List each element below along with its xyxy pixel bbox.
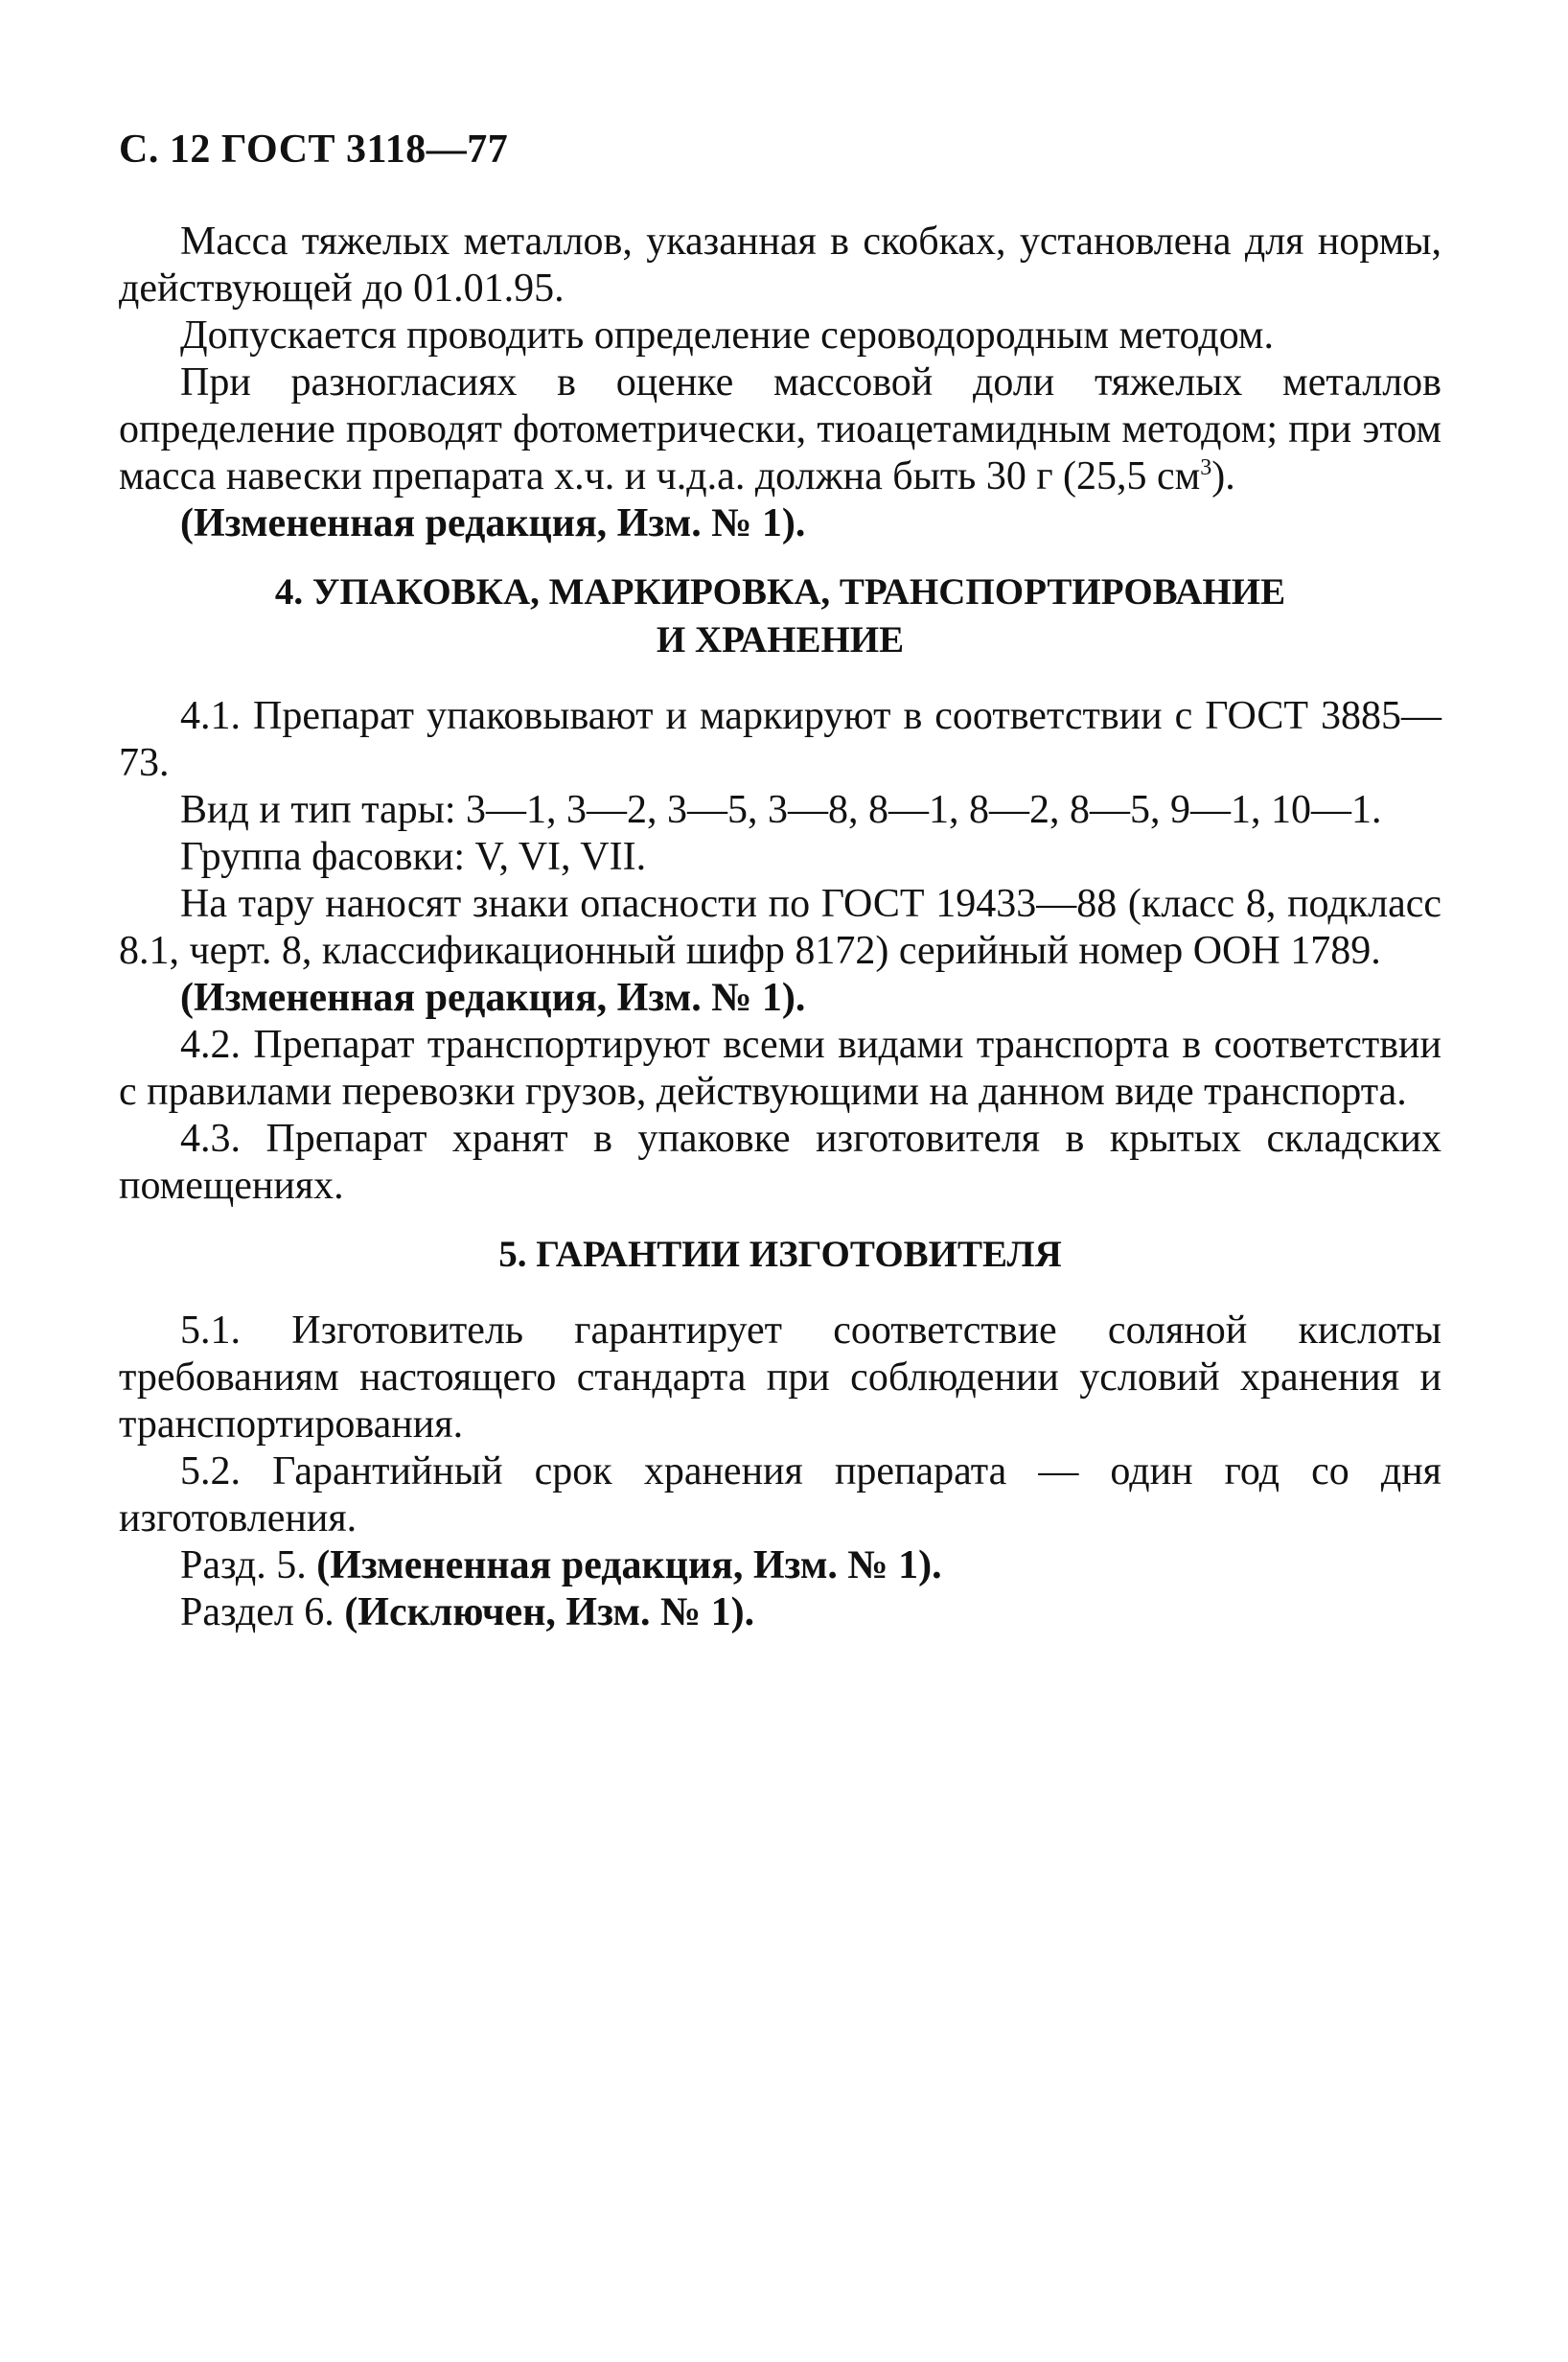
paragraph-5-2: 5.2. Гарантийный срок хранения препарата — один год со дня изготовления. — [119, 1449, 1441, 1540]
paragraph-disagreement-text: При разногласиях в оценке массовой доли тяжелых металлов определение проводят фотометрически, тиоацетамидным методом; при этом масса навески препарата х.ч. и ч.д.а. должна быть 30 г (25,5 см — [119, 360, 1441, 498]
paragraph-container-types: Вид и тип тары: 3—1, 3—2, 3—5, 3—8, 8—1, 8—2, 8—5, 9—1, 10—1. — [180, 788, 1382, 832]
page-header: С. 12 ГОСТ 3118—77 — [119, 127, 509, 172]
section-5-heading-title: 5. ГАРАНТИИ ИЗГОТОВИТЕЛЯ — [498, 1234, 1062, 1275]
paragraph-packing-group: Группа фасовки: V, VI, VII. — [180, 835, 647, 879]
amendment-note-1: (Измененная редакция, Изм. № 1). — [180, 501, 806, 545]
section-6-excluded-note — [119, 1589, 1441, 1636]
section-5-heading — [119, 1231, 1441, 1279]
section-4-heading-line-2: И ХРАНЕНИЕ — [656, 619, 905, 660]
amendment-note-2: (Измененная редакция, Изм. № 1). — [180, 976, 806, 1020]
paragraph-hydrogen-sulfide-method: Допускается проводить определение сероводородным методом. — [180, 313, 1274, 358]
paragraph-4-3: 4.3. Препарат хранят в упаковке изготовителя в крытых складских помещениях. — [119, 1117, 1441, 1208]
section-6-excluded-text: (Исключен, Изм. № 1). — [344, 1590, 755, 1634]
document-page — [119, 125, 1441, 1636]
section-6-excluded-prefix: Раздел 6. — [180, 1590, 334, 1634]
paragraph-4-1: 4.1. Препарат упаковывают и маркируют в соответствии с ГОСТ 3885—73. — [119, 694, 1441, 785]
paragraph-disagreement-tail: ). — [1211, 454, 1235, 498]
section-5-amendment-text: (Измененная редакция, Изм. № 1). — [316, 1543, 942, 1587]
paragraph-hazard-marks: На тару наносят знаки опасности по ГОСТ 19433—88 (класс 8, подкласс 8.1, черт. 8, классификационный шифр 8172) серийный номер ООН 1789. — [119, 882, 1441, 973]
paragraph-heavy-metals-note: Масса тяжелых металлов, указанная в скобках, установлена для нормы, действующей до 01.01.95. — [119, 220, 1441, 311]
superscript-3: 3 — [1200, 455, 1212, 480]
paragraph-4-2: 4.2. Препарат транспортируют всеми видами транспорта в соответствии с правилами перевозки грузов, действующими на данном виде транспорта. — [119, 1023, 1441, 1114]
paragraph-5-1: 5.1. Изготовитель гарантирует соответствие соляной кислоты требованиям настоящего стандарта при соблюдении условий хранения и транспортирования. — [119, 1308, 1441, 1447]
section-5-amendment-prefix: Разд. 5. — [180, 1543, 307, 1587]
section-4-heading-line-1: 4. УПАКОВКА, МАРКИРОВКА, ТРАНСПОРТИРОВАНИЕ — [274, 571, 1286, 613]
section-5-amendment-note — [119, 1542, 1441, 1589]
section-4-heading — [119, 568, 1441, 664]
paragraph-disagreement-method — [119, 359, 1441, 500]
